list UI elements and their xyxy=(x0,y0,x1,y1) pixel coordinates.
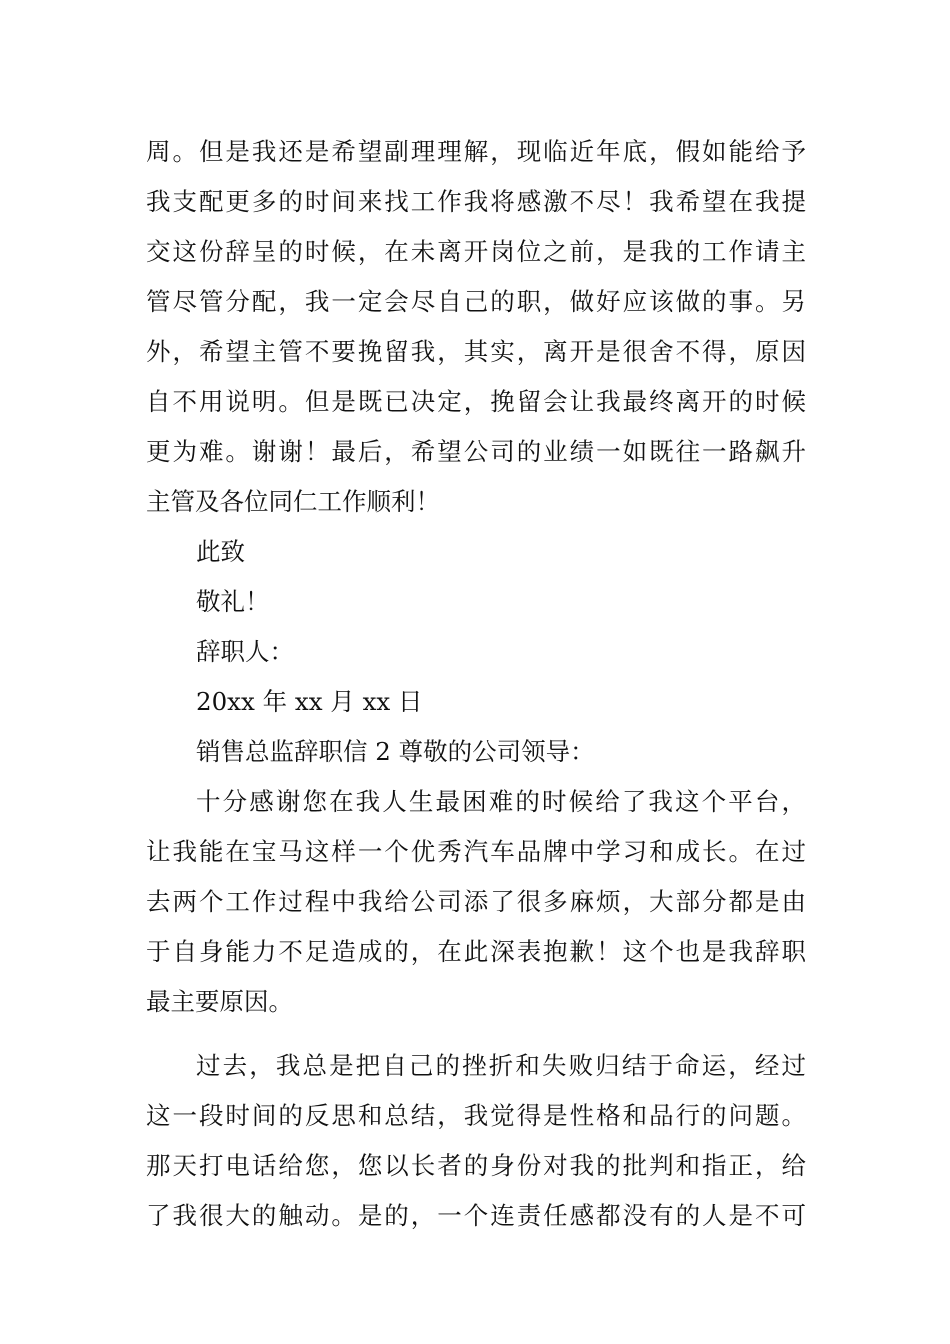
text-line: 那天打电话给您，您以长者的身份对我的批判和指正，给 xyxy=(146,1151,806,1180)
text-line: 这一段时间的反思和总结，我觉得是性格和品行的问题。 xyxy=(146,1101,806,1130)
closing-regards: 敬礼！ xyxy=(196,587,270,616)
signer-label: 辞职人： xyxy=(196,637,294,666)
text-line: 了我很大的触动。是的，一个连责任感都没有的人是不可 xyxy=(146,1201,806,1230)
text-line: 交这份辞呈的时候，在未离开岗位之前，是我的工作请主 xyxy=(146,237,806,266)
text-line: 最主要原因。 xyxy=(146,987,293,1016)
document-body xyxy=(146,127,806,1241)
text-line: 十分感谢您在我人生最困难的时候给了我这个平台， xyxy=(196,787,806,816)
closing-salutation: 此致 xyxy=(196,537,245,566)
text-line: 管尽管分配，我一定会尽自己的职，做好应该做的事。另 xyxy=(146,287,806,316)
text-line: 去两个工作过程中我给公司添了很多麻烦，大部分都是由 xyxy=(146,887,806,916)
text-line: 自不用说明。但是既已决定，挽留会让我最终离开的时候 xyxy=(146,387,806,416)
letter-date: 20xx 年 xx 月 xx 日 xyxy=(196,687,423,716)
text-line: 过去，我总是把自己的挫折和失败归结于命运，经过 xyxy=(196,1051,806,1080)
paragraph-reflection xyxy=(146,1041,806,1241)
text-line: 于自身能力不足造成的，在此深表抱歉！这个也是我辞职 xyxy=(146,937,806,966)
paragraph-gratitude xyxy=(146,777,806,1027)
text-line: 周。但是我还是希望副理理解，现临近年底，假如能给予 xyxy=(146,137,806,166)
text-line: 主管及各位同仁工作顺利！ xyxy=(146,487,440,516)
paragraph-continuation xyxy=(146,127,806,527)
text-line: 让我能在宝马这样一个优秀汽车品牌中学习和成长。在过 xyxy=(146,837,806,866)
text-line: 我支配更多的时间来找工作我将感激不尽！我希望在我提 xyxy=(146,187,806,216)
text-line: 外，希望主管不要挽留我，其实，离开是很舍不得，原因 xyxy=(146,337,806,366)
second-letter-heading: 销售总监辞职信 2 尊敬的公司领导： xyxy=(196,737,595,766)
text-line: 更为难。谢谢！最后，希望公司的业绩一如既往一路飙升 xyxy=(146,437,806,466)
